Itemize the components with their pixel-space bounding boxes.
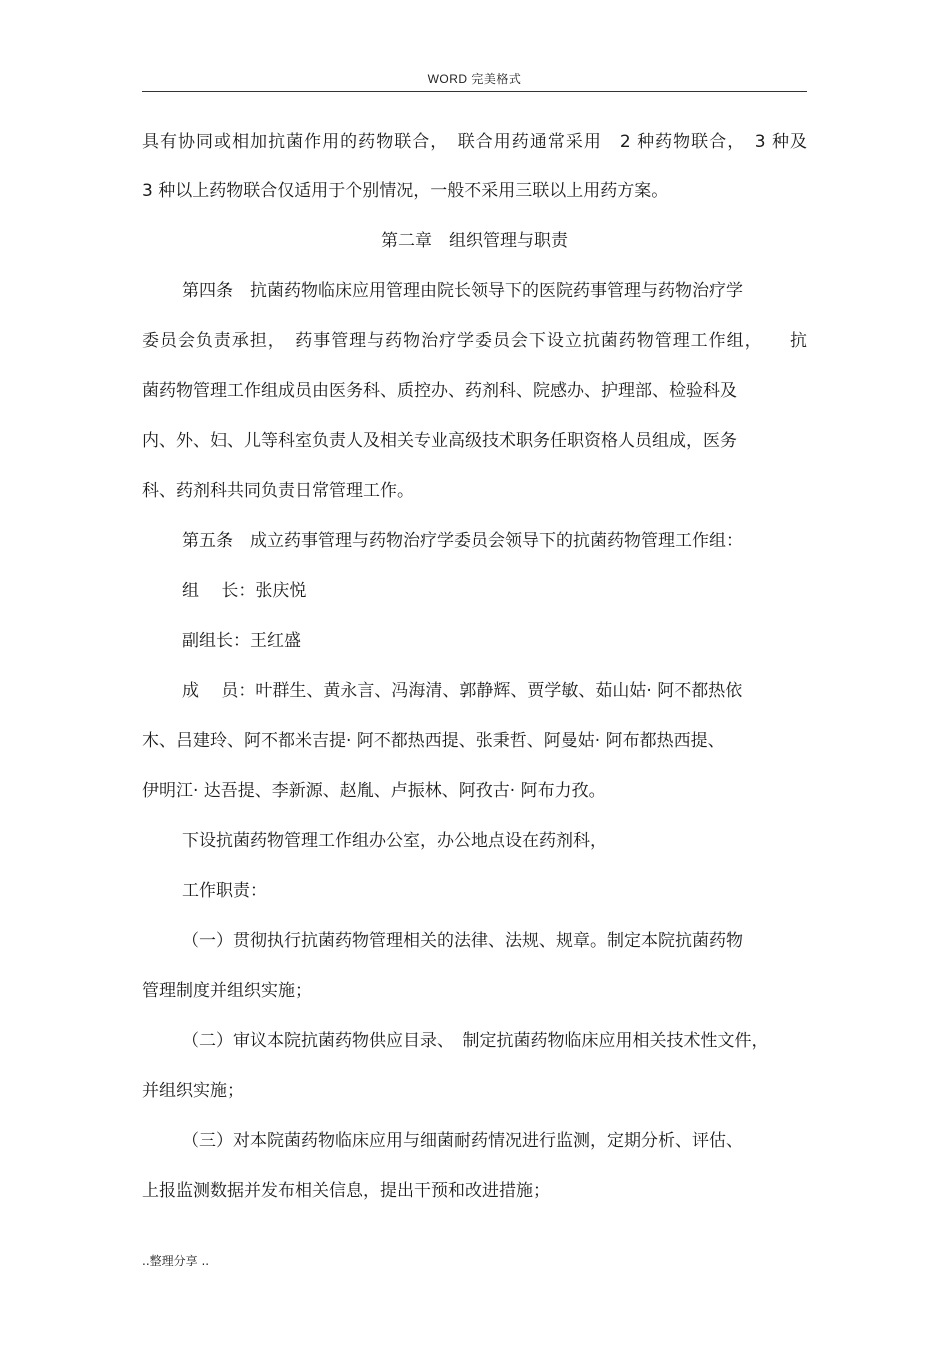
page-header-title: WORD 完美格式 bbox=[427, 72, 522, 86]
members-line-3: 伊明江· 达吾提、李新源、赵胤、卢振林、阿孜古· 阿布力孜。 bbox=[142, 781, 606, 801]
article-4-line-3: 菌药物管理工作组成员由医务科、质控办、药剂科、院感办、护理部、检验科及 bbox=[142, 381, 737, 401]
members-line-1: 成 员：叶群生、黄永言、冯海清、郭静辉、贾学敏、茹山姑· 阿不都热依 bbox=[182, 681, 743, 701]
text-line-1: 具有协同或相加抗菌作用的药物联合， 联合用药通常采用 2 种药物联合， 3 种及 bbox=[142, 132, 807, 152]
office-line: 下设抗菌药物管理工作组办公室，办公地点设在药剂科， bbox=[182, 831, 607, 851]
article-4-line-4: 内、外、妇、儿等科室负责人及相关专业高级技术职务任职资格人员组成，医务 bbox=[142, 431, 737, 451]
group-leader-line: 组 长：张庆悦 bbox=[182, 581, 307, 601]
duties-heading: 工作职责： bbox=[182, 881, 267, 901]
article-4-line-2: 委员会负责承担， 药事管理与药物治疗学委员会下设立抗菌药物管理工作组， 抗 bbox=[142, 331, 807, 351]
article-4-line-1: 第四条 抗菌药物临床应用管理由院长领导下的医院药事管理与药物治疗学 bbox=[182, 281, 743, 301]
header-divider bbox=[142, 91, 807, 92]
page-footer: ..整理分享 .. bbox=[142, 1254, 210, 1268]
duty-2-line-1: （二）审议本院抗菌药物供应目录、 制定抗菌药物临床应用相关技术性文件， bbox=[182, 1031, 769, 1051]
deputy-leader-line: 副组长：王红盛 bbox=[182, 631, 301, 651]
article-5-line-1: 第五条 成立药事管理与药物治疗学委员会领导下的抗菌药物管理工作组： bbox=[182, 531, 743, 551]
duty-2-line-2: 并组织实施； bbox=[142, 1081, 244, 1101]
text-line-2: 3 种以上药物联合仅适用于个别情况，一般不采用三联以上用药方案。 bbox=[142, 181, 669, 201]
chapter-heading: 第二章 组织管理与职责 bbox=[381, 231, 568, 251]
duty-3-line-2: 上报监测数据并发布相关信息，提出干预和改进措施； bbox=[142, 1181, 550, 1201]
duty-1-line-1: （一）贯彻执行抗菌药物管理相关的法律、法规、规章。制定本院抗菌药物 bbox=[182, 931, 743, 951]
duty-1-line-2: 管理制度并组织实施； bbox=[142, 981, 312, 1001]
members-line-2: 木、吕建玲、阿不都米吉提· 阿不都热西提、张秉哲、阿曼姑· 阿布都热西提、 bbox=[142, 731, 725, 751]
article-4-line-5: 科、药剂科共同负责日常管理工作。 bbox=[142, 481, 414, 501]
duty-3-line-1: （三）对本院菌药物临床应用与细菌耐药情况进行监测，定期分析、评估、 bbox=[182, 1131, 743, 1151]
